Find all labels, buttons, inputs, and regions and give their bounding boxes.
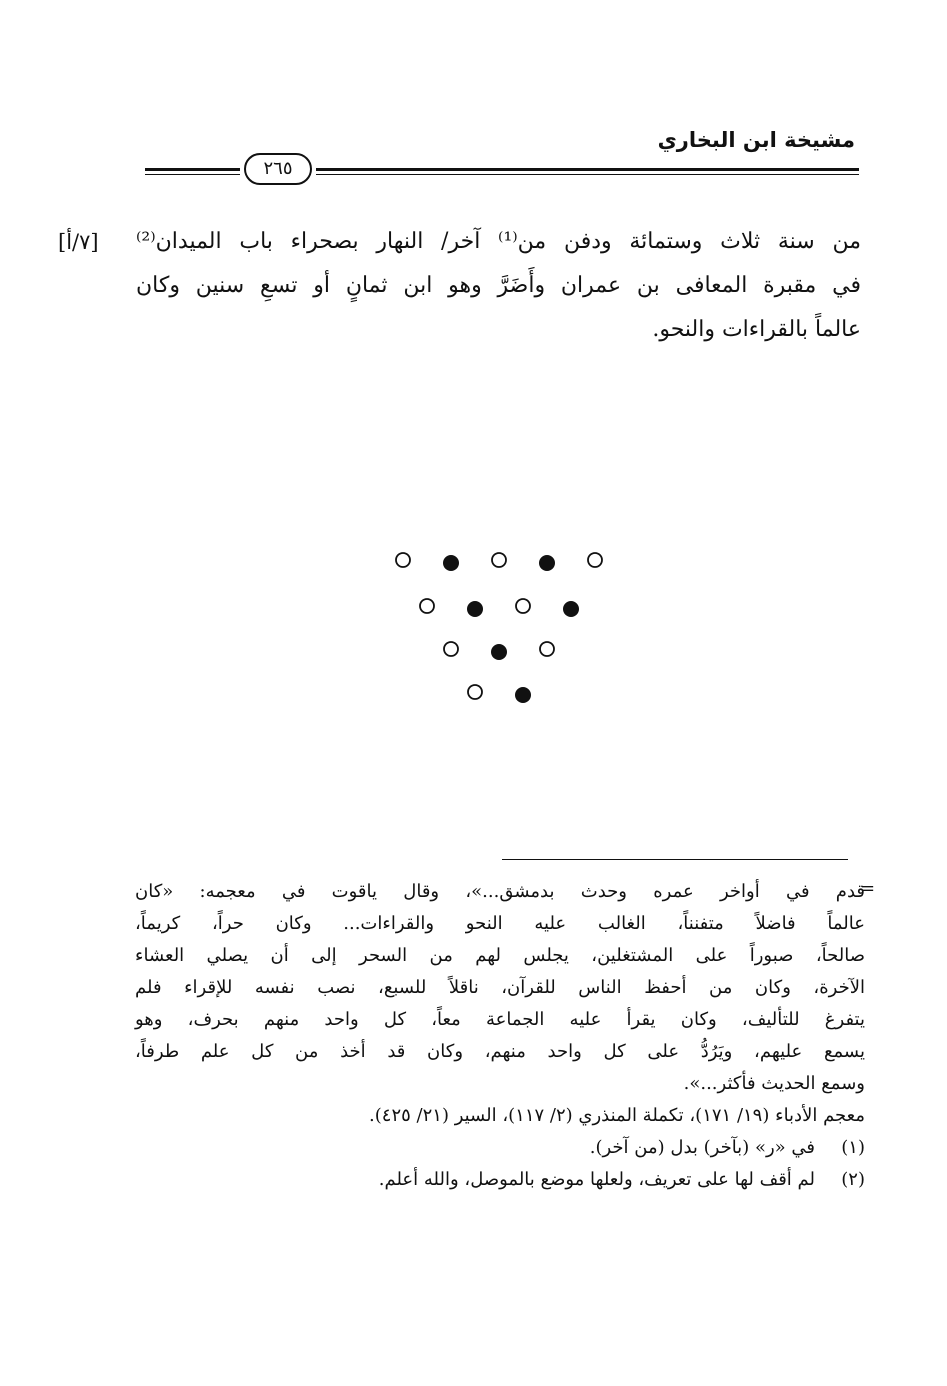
footnote-line: الآخرة، وكان من أحفظ الناس للقرآن، ناقلاً للسبع، نصب نفسه للإقراء فلم: [135, 977, 865, 998]
open-dot: [540, 642, 554, 656]
open-dot: [420, 599, 434, 613]
footnote-number: (٢): [841, 1169, 865, 1190]
footnote-line: يسمع عليهم، ويَرُدُّ على كل واحد منهم، وكان قد أخذ من كل علم طرفاً،: [135, 1041, 865, 1062]
open-dot: [396, 553, 410, 567]
running-title: مشيخة ابن البخاري: [657, 128, 855, 152]
footnote-2: [135, 1164, 865, 1196]
footnote-line: يتفرغ للتأليف، وكان يقرأ عليه الجماعة معاً، كل واحد منهم بحرف، وهو: [135, 1009, 865, 1030]
page-number: ٢٦٥: [244, 153, 312, 185]
filled-dot: [563, 601, 579, 617]
footnote-1: [135, 1132, 865, 1164]
filled-dot: [443, 555, 459, 571]
filled-dot: [467, 601, 483, 617]
open-dot: [588, 553, 602, 567]
footnote-line: قدم في أواخر عمره وحدث بدمشق...»، وقال ياقوت في معجمه: «كان: [135, 881, 865, 902]
open-dot: [468, 685, 482, 699]
open-dot: [516, 599, 530, 613]
footnote-rule: [502, 859, 848, 860]
filled-dot: [491, 644, 507, 660]
continuation-mark: =: [860, 878, 876, 899]
text-line: من سنة ثلاث وستمائة ودفن من⁽¹⁾ آخر/ النهار بصحراء باب الميدان⁽²⁾: [136, 229, 861, 254]
open-dot: [444, 642, 458, 656]
footnotes: [135, 876, 865, 1196]
footnote-text: في «ر» (بآخر) بدل (من آخر).: [589, 1137, 815, 1158]
footnote-text: لم أقف لها على تعريف، ولعلها موضع بالموصل، والله أعلم.: [378, 1169, 815, 1190]
footnote-number: (١): [841, 1137, 865, 1158]
footnote-line: عالماً فاضلاً متفنناً، الغالب عليه النحو والقراءات... وكان حراً، كريماً،: [135, 913, 865, 934]
folio-reference: [٧/أ]: [58, 230, 99, 254]
open-dot: [492, 553, 506, 567]
filled-dot: [539, 555, 555, 571]
text-line: عالماً بالقراءات والنحو.: [652, 317, 861, 342]
text-line: في مقبرة المعافى بن عمران وأَضَرَّ وهو ابن ثمانٍ أو تسعِ سنين وكان: [136, 273, 861, 298]
footnote-sources: معجم الأدباء (١٩/ ١٧١)، تكملة المنذري (٢/ ١١٧)، السير (٢١/ ٤٢٥).: [369, 1105, 865, 1126]
filled-dot: [515, 687, 531, 703]
footnote-line: صالحاً، صبوراً على المشتغلين، يجلس لهم من السحر إلى أن يصلي العشاء: [135, 945, 865, 966]
footnote-line: وسمع الحديث فأكثر...».: [683, 1073, 865, 1094]
